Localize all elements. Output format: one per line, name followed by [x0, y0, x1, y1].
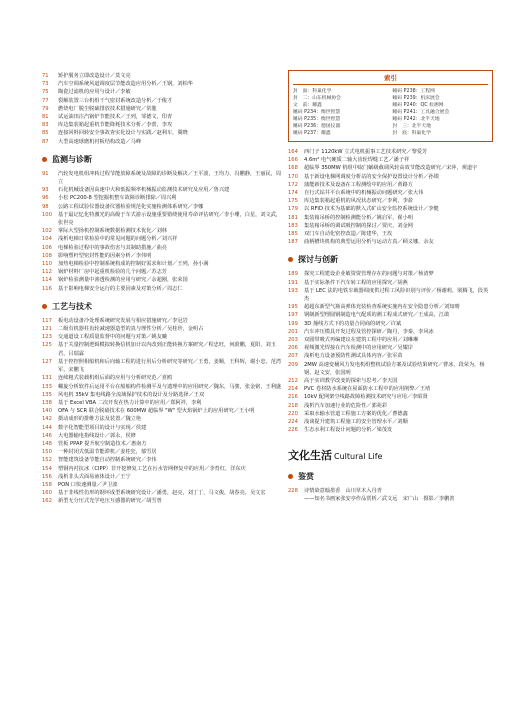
- entry-title: 矫护服务立即改造设计／莫文亮: [58, 73, 131, 79]
- section-title: 鉴赏: [298, 471, 314, 481]
- page-number: 106: [42, 244, 52, 251]
- section-heading: [288, 254, 493, 265]
- entry-title: 曲柄槽块机构的典型运用分析与运动方真／顾义娜，余友: [304, 239, 434, 246]
- page-number: 220: [288, 410, 298, 417]
- page-number: 140: [42, 408, 52, 415]
- entry-title: 锅炉检验测量中渗透检测的应用与研究／余超刚，张荣国: [58, 277, 188, 284]
- toc-entry[interactable]: [42, 244, 282, 252]
- entry-title: ——知名书画家张安亭作品赏析／武文远 宋广山 摄影／李鹏善: [304, 495, 455, 502]
- entry-title: 汽车冲压模具开发过程及管控探研／陶丹，李秦，李风冰: [304, 328, 434, 335]
- page-number: [288, 495, 304, 503]
- page-number: 79: [42, 105, 49, 112]
- toc-entry[interactable]: [288, 377, 493, 385]
- page-number: 185: [288, 231, 298, 238]
- index-cell: 睡码 P239：机床展会: [392, 96, 440, 101]
- index-title: 索引: [293, 73, 488, 85]
- entry-title: 超超东新型气瓶高弹体充装检查系统实施内在安全隐患分析／刘知晴: [304, 304, 460, 311]
- entry-title: 基于实际条件下汽车转工程的应用探究／胡燕: [304, 279, 408, 286]
- page-number: 160: [42, 490, 52, 497]
- page-number: 195: [288, 304, 298, 311]
- entry-title: 大电器输电指线设计／郭永，侯修: [58, 432, 136, 439]
- toc-entry[interactable]: [288, 238, 493, 246]
- page-number: 87: [42, 138, 49, 145]
- toc-entry[interactable]: [288, 418, 493, 426]
- page-number: 125: [42, 342, 52, 349]
- toc-entry[interactable]: [288, 311, 493, 319]
- page-number: 175: [288, 198, 298, 205]
- entry-title: 采取水输水管道工程施工方案的优化／曹德鑫: [304, 410, 408, 417]
- index-cell: 睡码 P234：衡世智慧: [293, 110, 341, 115]
- toc-section: [42, 301, 282, 506]
- entry-title: 高于实训教学改变的探索与思考／李天国: [304, 378, 398, 385]
- section-bullet-icon: [42, 157, 47, 162]
- page-number: 218: [288, 402, 298, 409]
- entry-title: 探究工程建设企业敏资资管理存在的问题与对策／杨清梦: [304, 271, 434, 278]
- toc-entry[interactable]: [42, 170, 282, 186]
- page-number: 108: [42, 252, 52, 259]
- toc-entry[interactable]: [288, 336, 493, 344]
- entry-title: 基于控控照相船机和后向轴工程的进行用后分析研究等研究／王勇，姜顺，王科辉，谢小忠，范湾军，宋鹏飞: [58, 358, 282, 374]
- toc-entry[interactable]: [42, 432, 282, 440]
- toc-entry[interactable]: [288, 164, 493, 172]
- toc-entry[interactable]: [288, 205, 493, 213]
- page-number: 189: [288, 271, 298, 278]
- toc-entry[interactable]: [288, 352, 493, 360]
- section-heading: [288, 471, 493, 482]
- page-number: 135: [42, 391, 52, 398]
- entry-title: 陶瓷过滤机的应用与设计／李敏: [58, 89, 131, 96]
- page-number: 112: [42, 269, 52, 276]
- toc-entry[interactable]: [42, 497, 282, 505]
- page-number: 102: [42, 228, 52, 235]
- toc-entry[interactable]: [42, 252, 282, 260]
- page-number: 75: [42, 89, 49, 96]
- entry-title: 螺旋分析软件后运用平台在船舶构件检测平及与遗理中的应用研究／魏东，马骏，张金铭，王利盛: [58, 383, 282, 390]
- toc-entry[interactable]: [42, 235, 282, 243]
- toc-entry[interactable]: [42, 113, 282, 121]
- toc-entry[interactable]: [42, 72, 282, 80]
- page-number: 93: [42, 187, 49, 194]
- toc-entry[interactable]: [42, 138, 282, 146]
- toc-entry[interactable]: [42, 194, 282, 202]
- entry-title: 风电机 35kV 集电线路全流域保护技术的设计及分路选择／王双: [58, 391, 205, 398]
- entry-title: 浅析电梯日常检验中的常见问题的问题分析／刘兴祥: [58, 236, 178, 243]
- entry-title: 二级有机器柱齿轮减速器造型的真与理性分析／吴桂珍，金明占: [58, 326, 204, 333]
- toc-entry[interactable]: [288, 287, 493, 303]
- toc-entry[interactable]: [42, 276, 282, 284]
- page-number: 197: [288, 312, 298, 319]
- page-number: 100: [42, 211, 52, 218]
- index-cell: 封 三：北半天地: [392, 124, 431, 129]
- page-number: 224: [288, 419, 298, 426]
- page-number: 123: [42, 334, 52, 341]
- toc-entry[interactable]: [288, 279, 493, 287]
- entry-title: 双门车自动化密控改造／陈建华，王玫: [304, 231, 393, 238]
- toc-entry[interactable]: [42, 121, 282, 129]
- toc-entry[interactable]: [42, 341, 282, 357]
- entry-title: 4.6m² 电气硬质二轴大齿轮焊缝工艺／潘子祥: [304, 157, 410, 164]
- page-number: 156: [42, 473, 52, 480]
- toc-entry[interactable]: [288, 385, 493, 393]
- page-number: 91: [42, 170, 49, 177]
- entry-title: 双圆带吸式再编建议在建筑工程中的应用／刘琳琳: [304, 337, 419, 344]
- toc-entry[interactable]: [42, 105, 282, 113]
- index-rows: [293, 88, 488, 137]
- entry-title: 锅炉材料厂房中起重机检验的几个问题／苏志芳: [58, 269, 167, 276]
- entry-title: 掌际大型扬机控制系统数据检测技术优化／刘林: [58, 228, 167, 235]
- toc-entry[interactable]: [288, 230, 493, 238]
- toc-entry[interactable]: [42, 383, 282, 391]
- page-number: 228: [288, 487, 298, 494]
- left-column: [42, 72, 282, 506]
- toc-entry[interactable]: [42, 465, 282, 473]
- entry-title: 板电动设备冷处理系统研究发展与相应措施研究／李冠岩: [58, 317, 188, 324]
- entry-title: 钢制新型理圆钢制造电气配项的测工程成式研究／王成高，江敢: [304, 312, 450, 319]
- index-cell: 睡码 P242：北半天地: [392, 117, 440, 122]
- entry-title: 石化机械设备因高速中大和低振频率机械振动监测技术研究及应用／鲁兴建: [58, 187, 230, 194]
- toc-entry[interactable]: [288, 270, 493, 278]
- index-cell: 文 前：耀鑫: [293, 103, 322, 108]
- toc-entry[interactable]: [42, 80, 282, 88]
- toc-entry[interactable]: [42, 211, 282, 227]
- page-number: 104: [42, 236, 52, 243]
- right-column: [288, 70, 493, 503]
- entry-title: 数字化智能型项目的设计与实现／侯建: [58, 424, 147, 431]
- page-number: 96: [42, 195, 49, 202]
- page-number: 206: [288, 345, 298, 352]
- entry-title: PVC 卷材防水系统在屋面防水工程中的应用削弊／王靖: [304, 386, 431, 393]
- toc-entry[interactable]: [42, 456, 282, 464]
- entry-title: 管板 PPAP 提升航空制造技术／惠南方: [58, 440, 147, 447]
- toc-entry[interactable]: [288, 173, 493, 181]
- page-number: 191: [288, 279, 298, 286]
- page-number: 142: [42, 416, 52, 423]
- entry-title: 集装箱吊桥的控制检测能分析／姚启军，翟小明: [304, 214, 413, 221]
- toc-entry[interactable]: [42, 227, 282, 235]
- page-number: 85: [42, 130, 49, 137]
- page-number: 110: [42, 261, 52, 268]
- entry-title: 以 RFID 技术为基础的默入式矿山安全监控系统设计／李健: [304, 206, 439, 213]
- toc-entry[interactable]: [288, 222, 493, 230]
- page-number: 127: [42, 358, 52, 365]
- toc-entry[interactable]: [288, 189, 493, 197]
- toc-entry[interactable]: [42, 325, 282, 333]
- entry-title: 基于关量控制逻辑模拟转换信机加计以内改到正能转换方案研究／程忠旺，何蔚鹏，夏阳，刘玉君，吕瑞霖: [58, 342, 276, 357]
- toc-entry[interactable]: [42, 407, 282, 415]
- page-number: 168: [288, 165, 298, 172]
- section-title: 监测与诊断: [52, 154, 92, 164]
- entry-title: 10kV 配网架空线路故障检测技术研究与应用／李昭贤: [304, 394, 428, 401]
- toc-entry[interactable]: [288, 181, 493, 189]
- index-cell: 睡码 P241：工具融合展会: [392, 110, 450, 115]
- index-cell: 睡码 P238：工程网: [392, 89, 435, 94]
- toc-entry[interactable]: [42, 448, 282, 456]
- culture-title: 文化生活: [288, 448, 332, 462]
- culture-title-en: Cultural Life: [334, 451, 383, 461]
- toc-entry[interactable]: [42, 424, 282, 432]
- toc-entry[interactable]: [42, 88, 282, 96]
- entry-title: 库边集装箱起重机节能降耗技术分析／李蕾，李攻: [58, 122, 173, 129]
- toc-entry[interactable]: [42, 203, 282, 211]
- entry-title: 连接回料回转安全事故查实化设计与实践／赵利车，冀晓: [58, 130, 188, 137]
- page-number: 146: [42, 432, 52, 439]
- entry-title: 基于 Excel VBA 二次开发在热力计算中的应用／郑阿祥，李利: [58, 399, 202, 406]
- entry-title: 浅析电力设备预防性测试具体内容／张军苗: [304, 353, 403, 360]
- page-number: 212: [288, 378, 298, 385]
- entry-title: 电梯检验过程中的事故伤害与其制助措施／曲亮: [58, 244, 167, 251]
- entry-title: 试运油田注汽锅炉节能技术／王列，邹德文，印青: [58, 114, 173, 121]
- page-number: 199: [288, 320, 298, 327]
- page-number: 117: [42, 317, 52, 324]
- section-title: 探讨与创新: [298, 255, 338, 265]
- toc-entry[interactable]: [42, 129, 282, 137]
- index-cell: 睡码 P236：德国仪器: [293, 124, 341, 129]
- entry-title: 集装箱吊桥的调试吸控制的探讨／贾庆，刘金网: [304, 222, 413, 229]
- toc-entry[interactable]: [42, 285, 282, 293]
- toc-list-top: [42, 72, 282, 146]
- entry-title: 诗情染意翰墨香 山川草木入丹青: [304, 487, 382, 494]
- index-cell: 封 面：科巢化学: [293, 89, 332, 94]
- entry-title: 基于新设电梯网调度分析站的安全保护设置设计分析／孙镆: [304, 173, 439, 180]
- entry-title: 小松 PC200-8 型挖掘机整车故障诊断排除／周兴利: [58, 195, 177, 202]
- section-title: 工艺与技术: [52, 301, 92, 311]
- toc-entry[interactable]: [42, 399, 282, 407]
- toc-entry[interactable]: [42, 473, 282, 481]
- page-number: 193: [288, 287, 298, 294]
- page-number: 121: [42, 326, 52, 333]
- entry-title: 汽轮发电机组冲转过程节能放障系统及故障的诊断及解决／王平波，王均力，冯鹏静，王丽民，周立: [58, 170, 282, 186]
- toc-entry[interactable]: [42, 97, 282, 105]
- entry-title: 基于非线性仿形的钢坏成型系统研究设计／潘勇，赵亮，刘丁丁，马文俊，胡春亮，吴文宏: [58, 490, 266, 497]
- entry-title: 蒲能新技术及设备在工程测绘中的应用／黄路方: [304, 181, 413, 188]
- page-number: 150: [42, 449, 52, 456]
- entry-title: 加热电梯检验中控制系统构成的控制好需求和计划／王列，孙小满: [58, 261, 209, 268]
- toc-entry[interactable]: [288, 402, 493, 410]
- entry-title: 2MW 高速变桶风力发电机组整机试验方案及试验结果研究／曹冰，段荣为，杨钢，赵文安，张国明: [304, 361, 485, 376]
- page-number: 203: [288, 337, 298, 344]
- section-bullet-icon: [288, 257, 293, 262]
- entry-title: 浅析非头式面易液体设计／王宁: [58, 473, 131, 480]
- entry-title: 摄动成形的排维方法及装置／魏立艳: [58, 416, 142, 423]
- page-number: 181: [288, 214, 298, 221]
- entry-title: 自行式钻井平台系统中的机械振动问题研究／张大伟: [304, 190, 424, 197]
- page-number: 148: [42, 440, 52, 447]
- entry-title: 汽车空调系统风道调度层节能改造应用分析／王钢，刘柏华: [58, 81, 193, 88]
- toc-section: [288, 254, 493, 434]
- toc-entry[interactable]: [42, 268, 282, 276]
- toc-entry[interactable]: [42, 415, 282, 423]
- page-number: 207: [288, 353, 298, 360]
- page-number: 114: [42, 277, 52, 284]
- toc-entry[interactable]: [42, 333, 282, 341]
- toc-entry[interactable]: [42, 358, 282, 374]
- page-number: 71: [42, 73, 49, 79]
- page-number: 162: [42, 498, 52, 505]
- entry-title: 影响塑杆型密封性能的因素分析／李伟明: [58, 252, 152, 259]
- toc-entry[interactable]: [42, 481, 282, 489]
- page-number: 98: [42, 203, 49, 210]
- entry-title: 视频激光焊接在汽车检测中的应用研究／吴耀岸: [304, 345, 413, 352]
- entry-title: 新型无分压式光学电压互感器的研究／胡雪曾: [58, 498, 162, 505]
- culture-list: [288, 487, 493, 503]
- entry-title: 3D 撞线方式下的功量合同商的研究／许斌: [304, 320, 402, 327]
- section-bullet-icon: [288, 474, 293, 479]
- page-number: 81: [42, 114, 49, 121]
- page-number: 73: [42, 81, 49, 88]
- page-number: 138: [42, 399, 52, 406]
- toc-entry[interactable]: [288, 344, 493, 352]
- page-number: 226: [288, 427, 298, 434]
- page-number: 133: [42, 383, 52, 390]
- toc-sections-right: [288, 254, 493, 434]
- toc-entry[interactable]: [42, 489, 282, 497]
- toc-entry[interactable]: [288, 320, 493, 328]
- toc-entry[interactable]: [288, 156, 493, 164]
- toc-entry[interactable]: [288, 487, 493, 495]
- page-number: 179: [288, 206, 298, 213]
- index-cell: 睡码 P235：衡世智慧: [293, 117, 341, 122]
- entry-title: 库边集装箱起重机的风况状态研究／李利，李盈: [304, 198, 413, 205]
- toc-entry[interactable]: [288, 361, 493, 377]
- page-number: 166: [288, 157, 298, 164]
- entry-title: 燃烧电厂脱尘脱硫排放技术措施研究／常龍: [58, 105, 157, 112]
- page-number: 170: [288, 173, 298, 180]
- toc-entry[interactable]: [288, 426, 493, 434]
- index-cell: 睡码 P240：QC 检测网: [392, 103, 444, 108]
- toc-entry[interactable]: [288, 197, 493, 205]
- page-number: 164: [288, 149, 298, 155]
- page-number: 216: [288, 394, 298, 401]
- entry-title: 塑钢内衬抗冰（CIPP）非开挖修复工艺在污水管网修复中的应用／李育红，洋东庆: [58, 465, 246, 472]
- entry-title: 西门子 1120kW 立式电机振事工艺技术研究／黎爱芳: [304, 149, 428, 155]
- page-number: 77: [42, 97, 49, 104]
- page-number: 154: [42, 465, 52, 472]
- page-number: 209: [288, 361, 298, 368]
- toc-sections: [42, 154, 282, 506]
- index-cell: 封 底：科巢化学: [392, 131, 431, 136]
- toc-list-right-top: [288, 148, 493, 246]
- page-number: 174: [288, 190, 298, 197]
- entry-title: 基于最记忆化特激光的高级于车式游示设施重要错绕使用寿命评估研究／李小珊，白星，刘文武，张世亮: [58, 211, 282, 227]
- page-number: 187: [288, 239, 298, 246]
- toc-entry[interactable]: [42, 317, 282, 325]
- toc-entry[interactable]: [288, 410, 493, 418]
- page-number: 83: [42, 122, 49, 129]
- toc-entry[interactable]: [288, 214, 493, 222]
- section-heading: [42, 301, 282, 312]
- entry-title: 裂解装置三台机组干气密封系统改造分析／于俊才: [58, 97, 173, 104]
- entry-title: 浅析汽车加速行业的危险性／郭苑彩: [304, 402, 388, 409]
- entry-title: 大型高速球磨机衬板结构改造／马峰: [58, 138, 142, 145]
- toc-entry[interactable]: [288, 328, 493, 336]
- entry-title: OFA 与 SCR 联合脱硝技术在 600MW 超临界 "W" 型火焰锅炉上的应用研究／王小明: [58, 408, 255, 415]
- toc-entry[interactable]: [42, 260, 282, 268]
- index-box: [288, 70, 493, 142]
- page-number: 152: [42, 457, 52, 464]
- entry-title: 连续粗式装载机组后面的应用与分析研究范／喜鸥: [58, 375, 173, 382]
- entry-title: PON 口快速测量／尹卫波: [58, 481, 118, 488]
- entry-title: 公路工程试验仪器设备仪器检验规范化实施检测体系研究／李娜: [58, 203, 204, 210]
- entry-title: 智能建筑设备节能自动控制系统研究／李伟: [58, 457, 157, 464]
- entry-title: 生态水利工程设计问题的分析／梁茂发: [304, 427, 393, 434]
- entry-title: 超临界 350MW 机组中取门蜗级截调风轮高效节能改造研究／宋萍，观道宇: [304, 165, 478, 172]
- page-number: 183: [288, 222, 298, 229]
- toc-entry[interactable]: [42, 440, 282, 448]
- section-heading: [42, 154, 282, 165]
- toc-section: [42, 154, 282, 293]
- toc-entry[interactable]: [288, 495, 493, 503]
- entry-title: 基于影响电梯安全运行的主要因素及对策分析／周志仁: [58, 285, 183, 292]
- page-number: 172: [288, 181, 298, 188]
- toc-entry[interactable]: [288, 393, 493, 401]
- culture-heading: [288, 447, 493, 463]
- entry-title: 一种封闭式低温节能滞机／姜桂狂，郁雪居: [58, 449, 157, 456]
- section-bullet-icon: [42, 304, 47, 309]
- toc-entry[interactable]: [42, 186, 282, 194]
- page-number: 131: [42, 375, 52, 382]
- entry-title: 浅谈提升建筑工程施工的安全管理水平／刘顺: [304, 419, 408, 426]
- page-number: 201: [288, 328, 298, 335]
- toc-entry[interactable]: [42, 391, 282, 399]
- index-cell: 封 二：山东机械协会: [293, 96, 341, 101]
- toc-entry[interactable]: [288, 148, 493, 156]
- entry-title: 基于 LEC 法的电铁车载器调度供过程工风险识别与评价／杨谢莉，梁腾飞，段英杰: [304, 287, 489, 303]
- page-number: 116: [42, 285, 52, 292]
- index-cell: 睡码 P237：耀鑫: [293, 131, 331, 136]
- page-number: 214: [288, 386, 298, 393]
- entry-title: 交通道设工程质量监督中的问题与对策／姚友曦: [58, 334, 167, 341]
- page-number: 144: [42, 424, 52, 431]
- page-number: 158: [42, 481, 52, 488]
- toc-entry[interactable]: [42, 374, 282, 382]
- toc-entry[interactable]: [288, 303, 493, 311]
